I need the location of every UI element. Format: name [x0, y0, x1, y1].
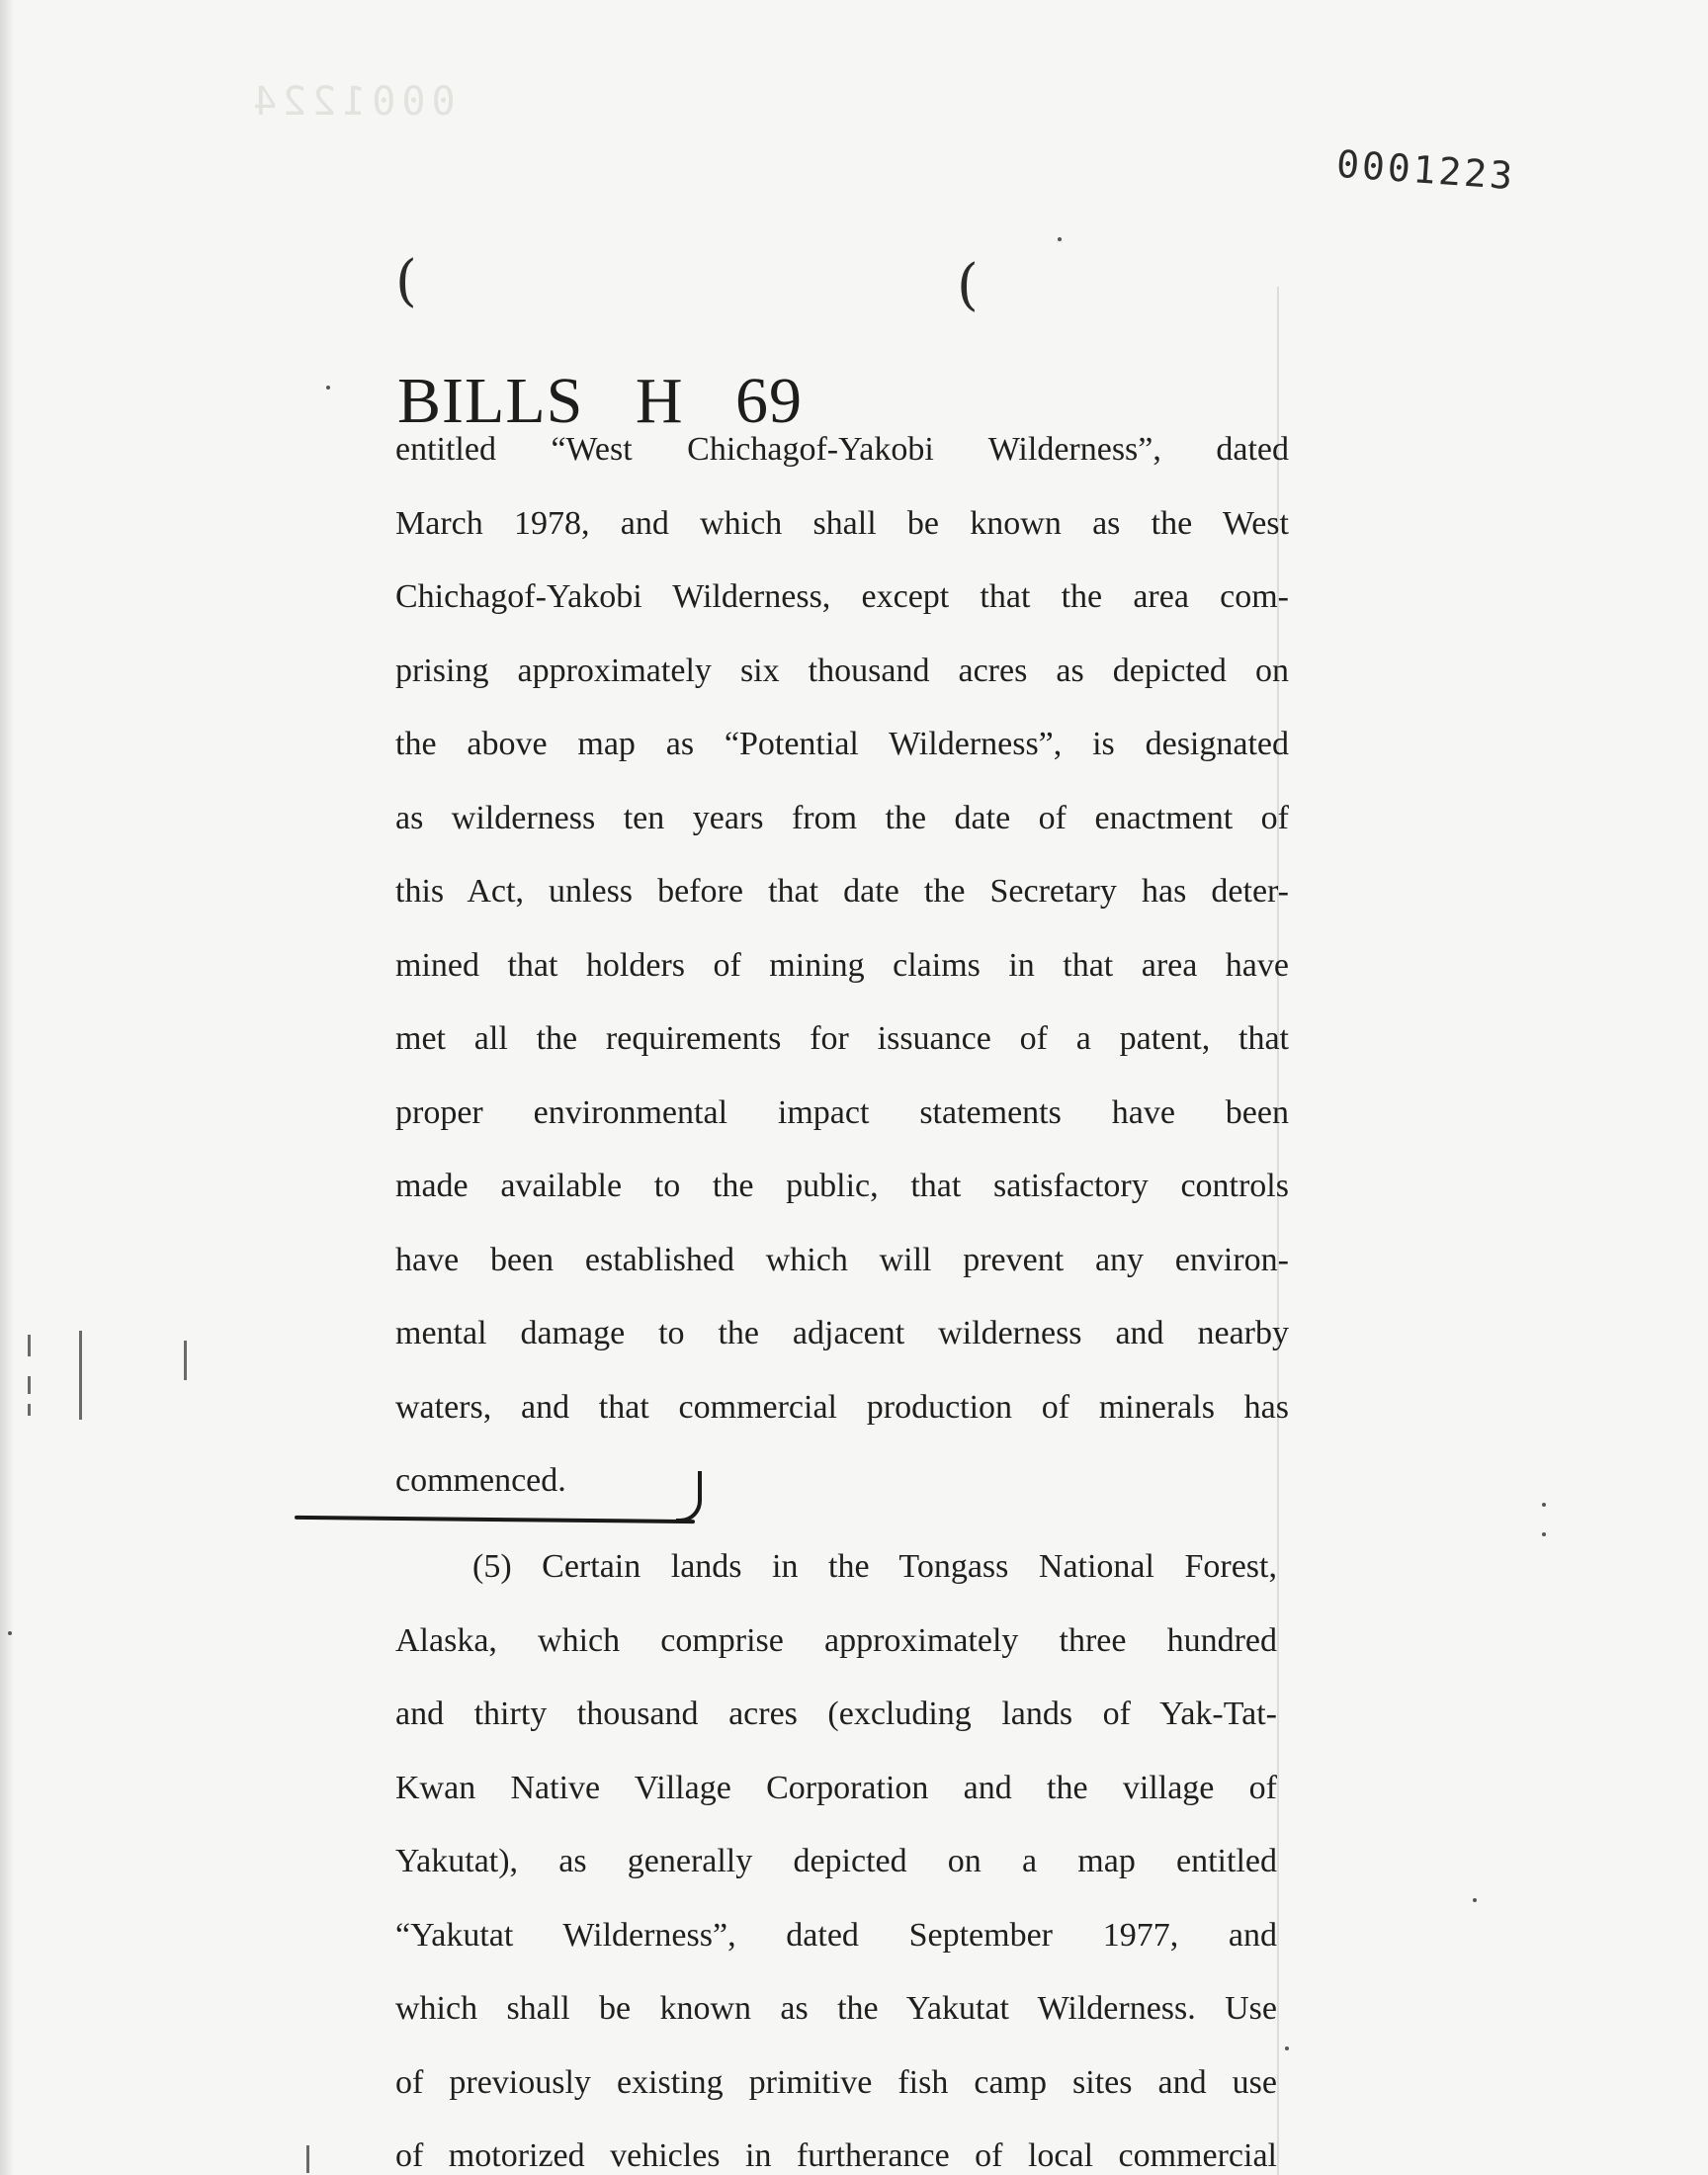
- text-line: prising approximately six thousand acres as depicted on: [395, 652, 1289, 689]
- scan-speck: [1542, 1532, 1546, 1536]
- text-line: made available to the public, that satisfactory controls: [395, 1168, 1289, 1204]
- paragraph-5: [395, 1530, 1277, 2175]
- scan-speck: [8, 1631, 12, 1635]
- text-line: as wilderness ten years from the date of enactment of: [395, 799, 1289, 836]
- text-line: commenced.: [395, 1462, 566, 1499]
- paren-right: (: [957, 253, 979, 317]
- text-line: proper environmental impact statements have been: [395, 1093, 1289, 1131]
- margin-mark: [28, 1376, 31, 1394]
- text-line: Kwan Native Village Corporation and the village of: [395, 1769, 1277, 1806]
- bleed-through-number: 0001224: [247, 79, 456, 125]
- text-line: of previously existing primitive fish camp sites and use: [395, 2063, 1277, 2101]
- text-line: Yakutat), as generally depicted on a map entitled: [395, 1843, 1277, 1879]
- text-line: of motorized vehicles in furtherance of local commercial: [395, 2137, 1277, 2174]
- margin-mark: [28, 1404, 31, 1416]
- margin-mark: [28, 1335, 31, 1356]
- text-line: “Yakutat Wilderness”, dated September 1977, and: [395, 1916, 1277, 1954]
- text-line: waters, and that commercial production of minerals has: [395, 1388, 1289, 1426]
- text-line: which shall be known as the Yakutat Wilderness. Use: [395, 1990, 1277, 2027]
- bill-stamp: BILLS H 69: [397, 365, 803, 437]
- scan-speck: [1542, 1503, 1546, 1507]
- text-line: the above map as “Potential Wilderness”, is designated: [395, 726, 1289, 762]
- document-number: 0001223: [1334, 141, 1517, 199]
- text-line: Chichagof-Yakobi Wilderness, except that the area com-: [395, 578, 1289, 615]
- paragraph-continued: [395, 413, 1289, 1519]
- text-line: and thirty thousand acres (excluding lands of Yak-Tat-: [395, 1696, 1277, 1732]
- paren-left: (: [395, 249, 417, 313]
- scan-speck: [326, 386, 330, 390]
- text-line: met all the requirements for issuance of a patent, that: [395, 1020, 1289, 1057]
- scan-speck: [1473, 1898, 1477, 1902]
- text-line: March 1978, and which shall be known as the West: [395, 504, 1289, 542]
- text-line: this Act, unless before that date the Secretary has deter-: [395, 873, 1289, 910]
- text-line: mental damage to the adjacent wilderness and nearby: [395, 1315, 1289, 1351]
- text-line: have been established which will prevent any environ-: [395, 1241, 1289, 1278]
- text-line: (5) Certain lands in the Tongass National Forest,: [472, 1548, 1277, 1585]
- text-line: Alaska, which comprise approximately three hundred: [395, 1621, 1277, 1659]
- scan-speck: [1285, 2046, 1289, 2050]
- text-line: entitled “West Chichagof-Yakobi Wilderness”, dated: [395, 431, 1289, 468]
- margin-mark: [306, 2145, 309, 2173]
- margin-mark: [79, 1331, 82, 1420]
- scan-speck: [1058, 237, 1062, 241]
- text-line: mined that holders of mining claims in that area have: [395, 946, 1289, 984]
- margin-mark: [184, 1341, 187, 1380]
